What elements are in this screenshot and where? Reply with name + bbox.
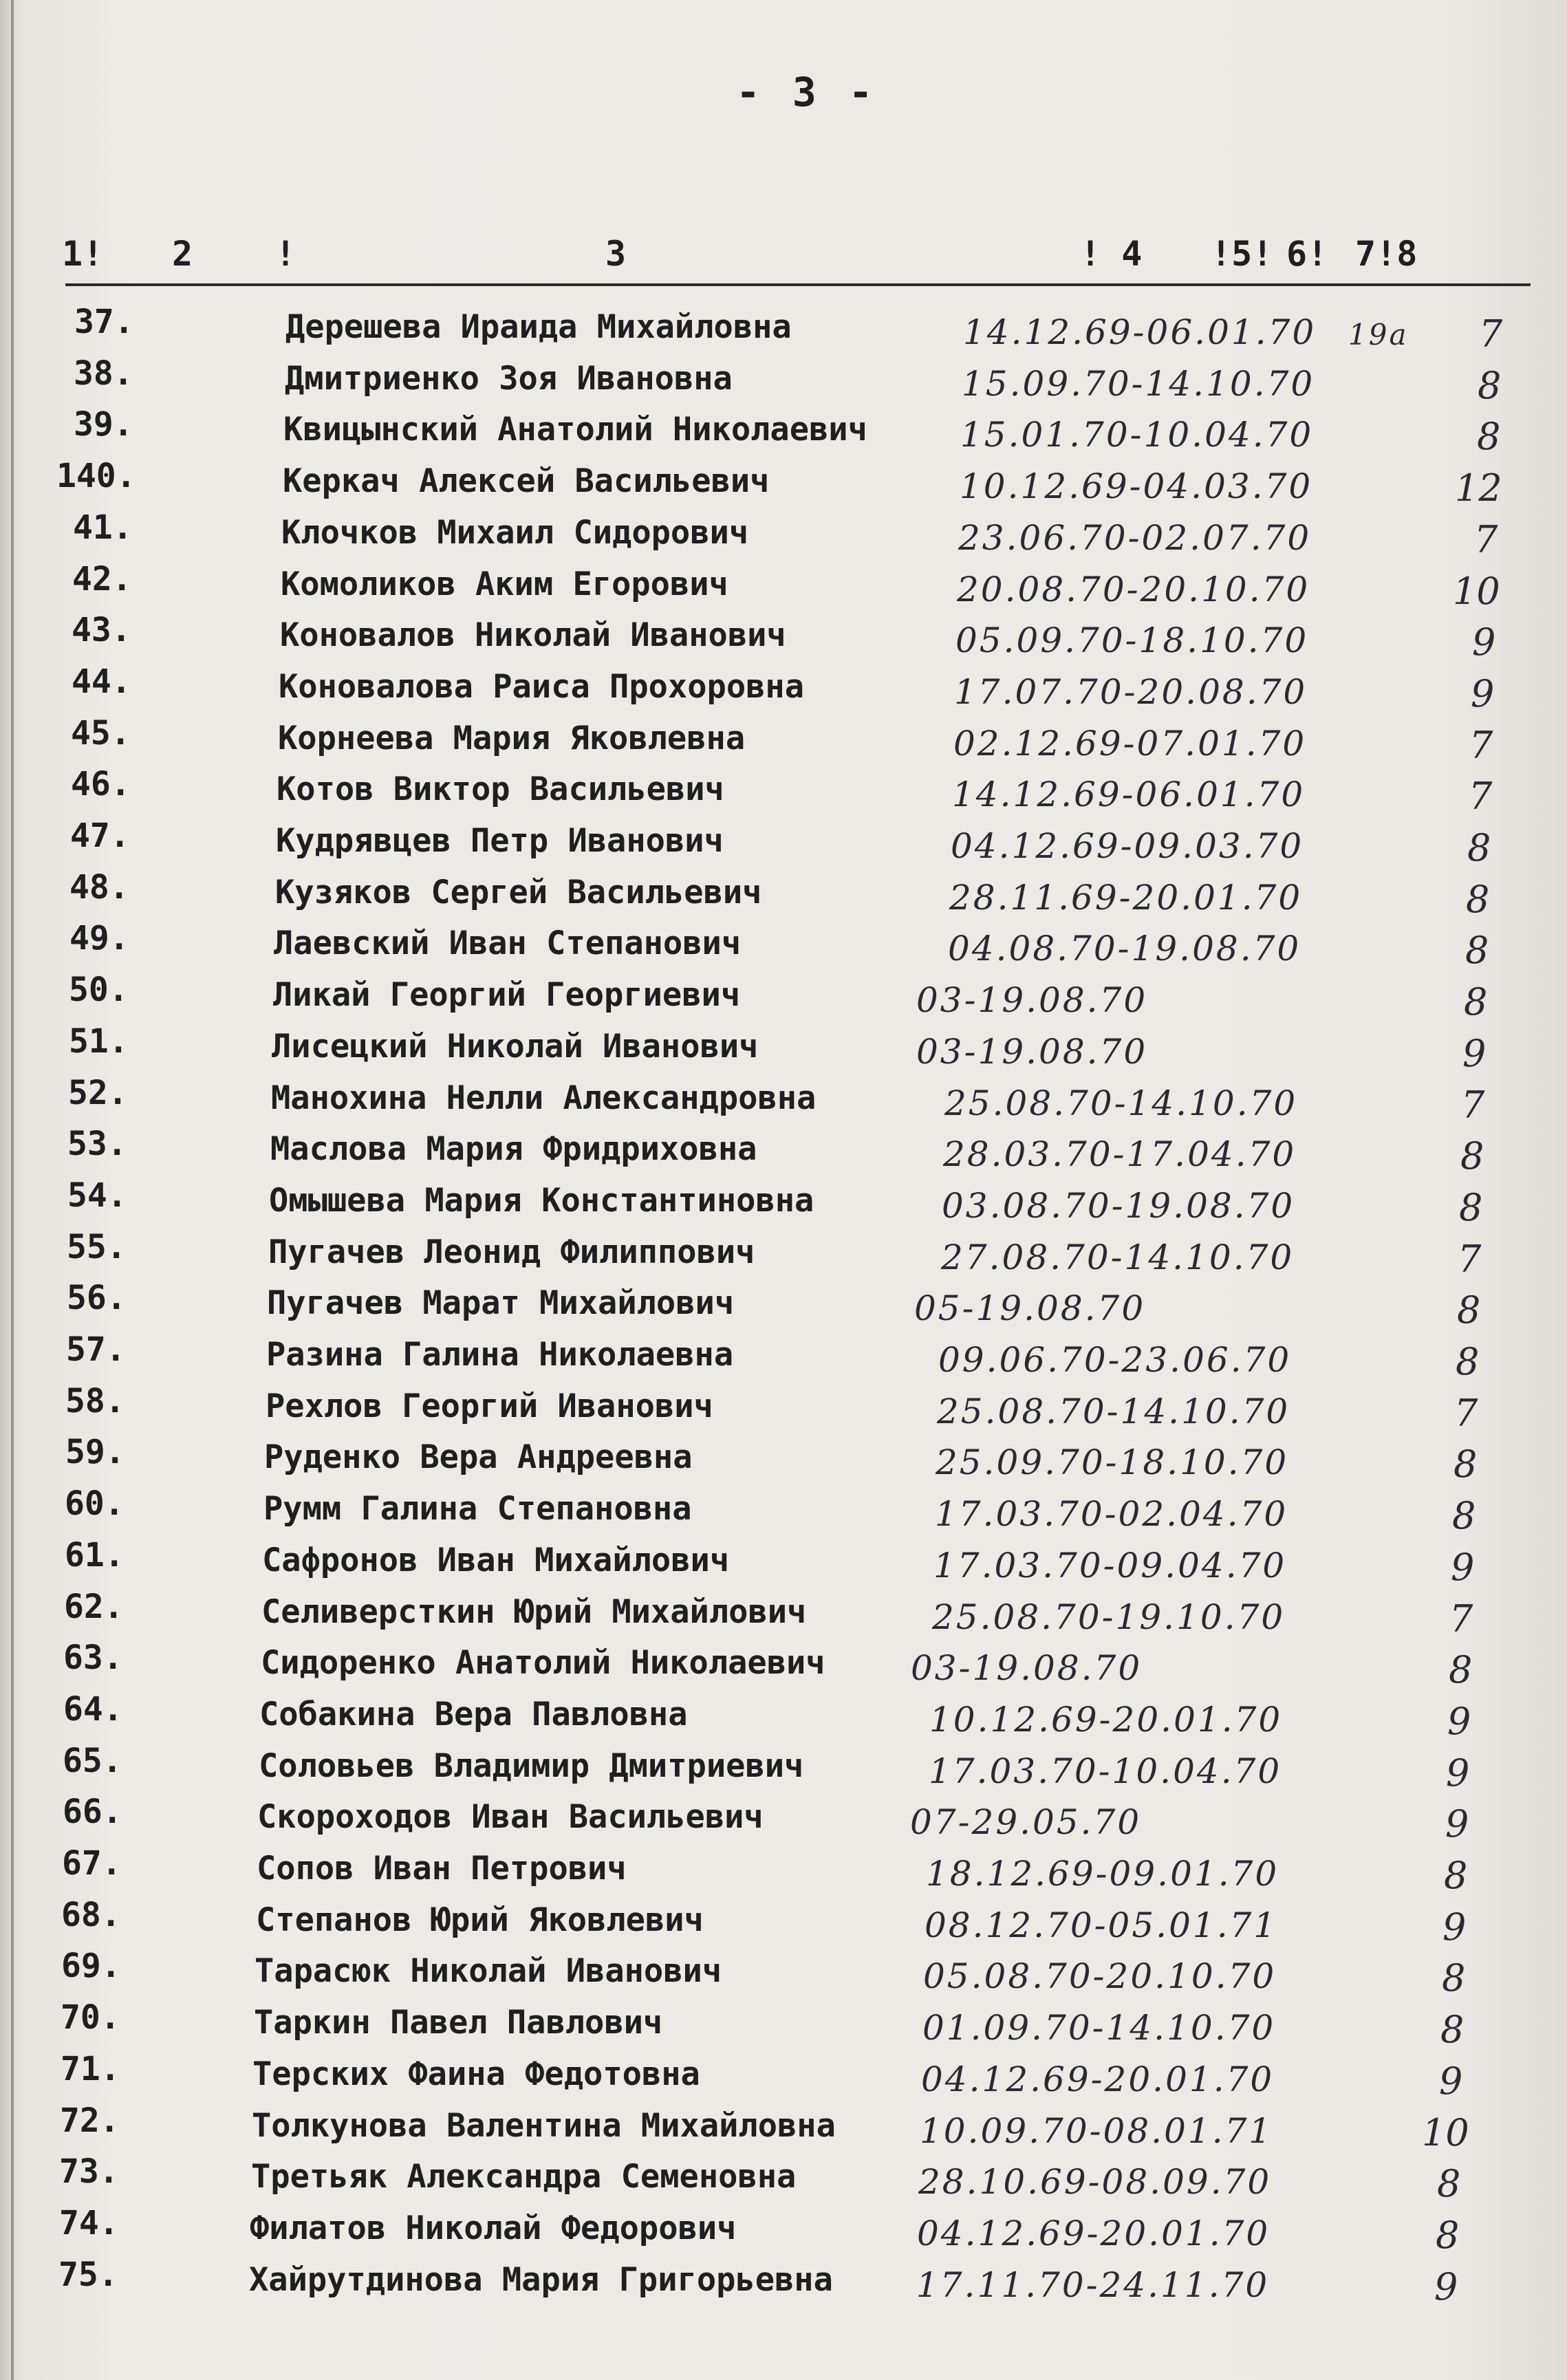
row-grade: 7 — [1458, 1237, 1482, 1281]
table-row — [0, 1381, 1567, 1435]
row-number: 45. — [71, 713, 131, 753]
row-name: Кудрявцев Петр Иванович — [276, 822, 724, 860]
row-name: Сидоренко Анатолий Николаевич — [261, 1644, 825, 1683]
row-name: Собакина Вера Павловна — [259, 1695, 688, 1733]
row-number: 42. — [72, 559, 132, 598]
row-name: Тарасюк Николай Иванович — [255, 1952, 722, 1991]
row-grade: 9 — [1462, 1031, 1487, 1075]
row-dates: 05-19.08.70 — [914, 1288, 1146, 1329]
row-name: Маслова Мария Фридриховна — [270, 1130, 757, 1169]
row-dates: 28.03.70-17.04.70 — [943, 1134, 1297, 1175]
row-grade: 8 — [1437, 2162, 1461, 2206]
row-dates: 15.09.70-14.10.70 — [962, 363, 1315, 404]
table-row — [0, 2255, 1567, 2308]
table-row — [0, 354, 1567, 407]
row-number: 46. — [71, 765, 131, 804]
row-name: Пугачев Марат Михайлович — [267, 1284, 735, 1323]
table-row — [0, 1176, 1567, 1229]
table-row — [0, 816, 1567, 869]
row-grade: 8 — [1436, 2213, 1460, 2257]
table-row — [0, 1484, 1567, 1538]
header-col-6: 6! — [1286, 234, 1328, 274]
row-name: Филатов Николай Федорович — [250, 2209, 737, 2247]
table-row — [0, 662, 1567, 715]
row-grade: 8 — [1460, 1134, 1484, 1178]
row-name: Лаевский Иван Степанович — [274, 924, 742, 963]
row-dates: 14.12.69-06.01.70 — [952, 775, 1306, 815]
row-number: 61. — [65, 1535, 125, 1575]
table-row — [0, 1330, 1567, 1383]
row-grade: 8 — [1449, 1648, 1473, 1692]
row-number: 49. — [69, 919, 129, 958]
table-row — [0, 559, 1567, 613]
row-number: 68. — [61, 1895, 121, 1934]
row-name: Соловьев Владимир Дмитриевич — [259, 1746, 804, 1785]
row-number: 37. — [74, 303, 134, 341]
row-number: 51. — [69, 1021, 129, 1061]
row-name: Дмитриенко Зоя Ивановна — [285, 359, 733, 398]
row-dates: 25.09.70-18.10.70 — [936, 1442, 1289, 1483]
table-row — [0, 1947, 1567, 2000]
row-dates: 10.09.70-08.01.71 — [920, 2110, 1273, 2151]
row-name: Керкач Алексей Васильевич — [283, 462, 770, 501]
row-grade: 8 — [1457, 1288, 1481, 1332]
row-number: 58. — [65, 1381, 125, 1420]
row-grade: 8 — [1459, 1185, 1483, 1229]
table-row — [0, 303, 1567, 356]
row-dates: 28.10.69-08.09.70 — [918, 2162, 1272, 2203]
row-grade: 7 — [1461, 1083, 1485, 1127]
table-row — [0, 1844, 1567, 1897]
row-number: 63. — [63, 1638, 123, 1678]
row-grade: 8 — [1465, 929, 1489, 973]
table-row — [0, 1587, 1567, 1641]
table-row — [0, 971, 1567, 1024]
row-grade: 9 — [1446, 1751, 1470, 1795]
row-grade: 7 — [1454, 1391, 1478, 1435]
row-dates: 08.12.70-05.01.71 — [925, 1905, 1278, 1945]
header-col-2: 2 — [172, 234, 193, 274]
row-dates: 17.03.70-10.04.70 — [929, 1751, 1282, 1791]
row-name: Комоликов Аким Егорович — [281, 565, 728, 603]
row-name: Селиверсткин Юрий Михайлович — [261, 1592, 807, 1631]
row-grade: 8 — [1478, 363, 1502, 407]
row-dates: 25.08.70-14.10.70 — [944, 1083, 1298, 1123]
page-number: - 3 - — [736, 69, 877, 116]
header-rule — [65, 283, 1531, 286]
table-row — [0, 457, 1567, 510]
table-row — [0, 1279, 1567, 1332]
table-header — [62, 234, 1527, 282]
table-row — [0, 765, 1567, 819]
row-number: 73. — [59, 2152, 119, 2192]
row-grade: 8 — [1442, 1956, 1466, 2000]
row-grade: 9 — [1472, 620, 1496, 664]
row-grade: 9 — [1434, 2264, 1458, 2308]
row-grade: 7 — [1479, 312, 1503, 356]
row-name: Рехлов Георгий Иванович — [266, 1387, 713, 1425]
row-grade: 7 — [1449, 1597, 1473, 1641]
table-row — [0, 1998, 1567, 2052]
row-dates: 04.12.69-20.01.70 — [921, 2059, 1275, 2099]
row-grade: 10 — [1453, 569, 1500, 613]
table-row — [0, 1073, 1567, 1127]
row-grade: 12 — [1455, 466, 1502, 510]
row-dates: 23.06.70-02.07.70 — [958, 517, 1312, 558]
row-number: 53. — [67, 1125, 127, 1164]
table-row — [0, 919, 1567, 973]
row-number: 39. — [74, 405, 133, 444]
table-row — [0, 1125, 1567, 1178]
row-grade: 8 — [1452, 1494, 1476, 1538]
row-number: 66. — [63, 1793, 122, 1832]
row-name: Пугачев Леонид Филиппович — [268, 1233, 755, 1271]
row-grade: 8 — [1456, 1340, 1480, 1383]
row-name: Котов Виктор Васильевич — [277, 770, 724, 809]
row-name: Руденко Вера Андреевна — [264, 1438, 693, 1477]
row-dates: 03-19.08.70 — [916, 980, 1148, 1021]
row-number: 44. — [72, 662, 131, 701]
row-grade: 9 — [1471, 671, 1495, 715]
row-number: 41. — [73, 508, 133, 547]
row-dates: 15.01.70-10.04.70 — [960, 415, 1314, 455]
row-dates: 14.12.69-06.01.70 — [963, 312, 1317, 352]
row-number: 71. — [61, 2049, 120, 2088]
row-grade: 8 — [1440, 2008, 1465, 2052]
row-number: 65. — [63, 1741, 122, 1780]
row-number: 69. — [61, 1947, 121, 1986]
row-name: Терских Фаина Федотовна — [252, 2055, 700, 2093]
row-number: 64. — [63, 1689, 123, 1729]
row-grade: 7 — [1469, 775, 1493, 819]
table-row — [0, 1638, 1567, 1692]
header-col-4: ! 4 — [1080, 234, 1143, 274]
row-number: 56. — [67, 1279, 127, 1318]
table-row — [0, 508, 1567, 561]
table-row — [0, 2049, 1567, 2103]
table-row — [0, 2203, 1567, 2257]
table-row — [0, 2152, 1567, 2206]
table-row — [0, 405, 1567, 459]
row-name: Степанов Юрий Яковлевич — [256, 1901, 704, 1939]
row-grade: 8 — [1466, 877, 1490, 921]
header-col-78: 7!8 — [1355, 234, 1418, 274]
row-dates: 17.03.70-09.04.70 — [933, 1545, 1287, 1586]
row-dates: 25.08.70-14.10.70 — [937, 1391, 1290, 1431]
row-number: 57. — [66, 1330, 126, 1369]
row-name: Сафронов Иван Михайлович — [262, 1541, 730, 1579]
row-name: Кузяков Сергей Васильевич — [275, 873, 762, 911]
row-number: 140. — [56, 457, 136, 496]
row-number: 50. — [69, 971, 129, 1010]
row-dates: 04.08.70-19.08.70 — [948, 929, 1301, 969]
table-row — [0, 1227, 1567, 1281]
row-number: 60. — [65, 1484, 125, 1524]
row-number: 72. — [60, 2101, 120, 2140]
row-dates: 04.12.69-20.01.70 — [917, 2213, 1271, 2253]
header-col-sep: ! — [275, 234, 296, 274]
row-name: Коновалова Раиса Прохоровна — [279, 667, 805, 706]
row-dates: 03.08.70-19.08.70 — [942, 1185, 1295, 1226]
header-col-3: 3 — [605, 234, 627, 274]
row-dates: 01.09.70-14.10.70 — [922, 2008, 1276, 2048]
row-number: 74. — [59, 2203, 119, 2242]
table-row — [0, 1689, 1567, 1743]
table-row — [0, 1535, 1567, 1589]
table-row — [0, 1895, 1567, 1949]
row-name: Сопов Иван Петрович — [257, 1850, 627, 1887]
row-grade: 9 — [1445, 1802, 1469, 1846]
row-name: Клочков Михаил Сидорович — [281, 513, 749, 552]
row-dates: 28.11.69-20.01.70 — [949, 877, 1303, 918]
table-row — [0, 713, 1567, 767]
table-row — [0, 2101, 1567, 2154]
row-dates: 17.03.70-02.04.70 — [935, 1494, 1288, 1535]
row-number: 52. — [68, 1073, 128, 1112]
header-col-5: !5! — [1211, 234, 1273, 274]
row-dates: 03-19.08.70 — [911, 1648, 1143, 1689]
row-number: 62. — [64, 1587, 124, 1626]
row-grade: 9 — [1447, 1699, 1471, 1743]
row-dates: 05.08.70-20.10.70 — [923, 1956, 1277, 1997]
table-row — [0, 1433, 1567, 1486]
row-grade: 7 — [1474, 517, 1498, 561]
row-name: Квицынский Анатолий Николаевич — [283, 411, 867, 449]
row-grade: 9 — [1442, 1905, 1467, 1949]
row-grade: 8 — [1444, 1854, 1468, 1897]
row-grade: 9 — [1439, 2059, 1463, 2103]
row-dates: 09.06.70-23.06.70 — [938, 1340, 1292, 1380]
row-dates: 17.07.70-20.08.70 — [954, 671, 1308, 712]
row-name: Корнеева Мария Яковлевна — [278, 719, 746, 757]
row-name: Ликай Георгий Георгиевич — [273, 976, 741, 1015]
table-row — [0, 1021, 1567, 1075]
row-number: 67. — [62, 1844, 122, 1883]
row-grade: 8 — [1467, 826, 1491, 869]
row-dates: 25.08.70-19.10.70 — [932, 1597, 1286, 1637]
row-dates: 17.11.70-24.11.70 — [916, 2264, 1270, 2305]
row-grade: 7 — [1469, 723, 1493, 767]
row-name: Разина Галина Николаевна — [266, 1336, 734, 1374]
row-name: Хайрутдинова Мария Григорьевна — [249, 2260, 833, 2299]
table-row — [0, 1793, 1567, 1846]
row-note: 19а — [1348, 318, 1409, 351]
row-grade: 10 — [1422, 2110, 1469, 2154]
row-grade: 9 — [1451, 1545, 1475, 1589]
row-dates: 10.12.69-04.03.70 — [960, 466, 1313, 507]
row-number: 55. — [67, 1227, 127, 1266]
row-number: 54. — [67, 1176, 127, 1215]
row-name: Толкунова Валентина Михайловна — [252, 2106, 836, 2145]
table-row — [0, 1741, 1567, 1795]
row-name: Румм Галина Степановна — [263, 1490, 692, 1528]
row-dates: 05.09.70-18.10.70 — [955, 620, 1309, 661]
row-number: 38. — [74, 354, 133, 393]
table-row — [0, 611, 1567, 664]
row-dates: 02.12.69-07.01.70 — [953, 723, 1307, 764]
row-number: 75. — [58, 2255, 118, 2294]
row-number: 70. — [61, 1998, 120, 2037]
row-dates: 10.12.69-20.01.70 — [929, 1699, 1283, 1740]
row-number: 59. — [65, 1433, 125, 1472]
row-name: Дерешева Ираида Михайловна — [285, 308, 792, 346]
row-name: Третьяк Александра Семеновна — [251, 2158, 797, 2196]
row-dates: 18.12.69-09.01.70 — [926, 1854, 1279, 1894]
row-dates: 27.08.70-14.10.70 — [941, 1237, 1295, 1277]
row-dates: 20.08.70-20.10.70 — [957, 569, 1310, 609]
row-name: Омышева Мария Константиновна — [269, 1181, 814, 1220]
row-number: 48. — [69, 867, 129, 907]
row-number: 43. — [72, 611, 131, 650]
table-row — [0, 867, 1567, 921]
row-grade: 8 — [1464, 980, 1488, 1024]
row-name: Манохина Нелли Александровна — [271, 1079, 817, 1117]
row-name: Коновалов Николай Иванович — [280, 616, 786, 655]
row-dates: 03-19.08.70 — [916, 1031, 1148, 1072]
row-dates: 07-29.05.70 — [910, 1802, 1142, 1843]
row-number: 47. — [70, 816, 130, 855]
row-name: Таркин Павел Павлович — [254, 2004, 663, 2042]
header-col-1: 1! — [62, 234, 104, 274]
row-dates: 04.12.69-09.03.70 — [951, 826, 1304, 866]
row-grade: 8 — [1453, 1442, 1478, 1486]
row-name: Скороходов Иван Васильевич — [257, 1798, 764, 1837]
row-grade: 8 — [1477, 415, 1501, 459]
row-name: Лисецкий Николай Иванович — [272, 1027, 759, 1065]
